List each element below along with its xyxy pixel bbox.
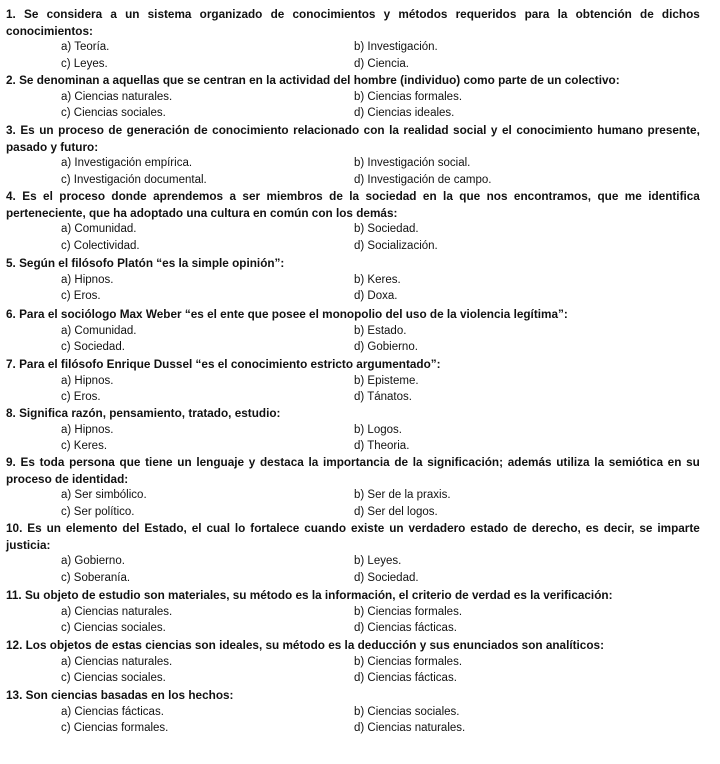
option-a[interactable]: a) Ciencias fácticas. xyxy=(61,705,164,718)
options xyxy=(6,39,714,72)
option-a[interactable]: a) Hipnos. xyxy=(61,374,114,387)
option-c[interactable]: c) Eros. xyxy=(61,391,101,403)
option-a[interactable]: a) Teoría. xyxy=(61,41,110,53)
option-c[interactable]: c) Keres. xyxy=(61,440,108,452)
question-text: 9. Es toda persona que tiene un lenguaje y destaca la importancia de la significación; además utiliza la semiótica en su proceso de identidad: xyxy=(6,455,700,486)
option-a[interactable]: a) Comunidad. xyxy=(61,324,137,337)
option-d[interactable]: d) Doxa. xyxy=(354,290,398,302)
question-3 xyxy=(6,122,714,188)
option-c[interactable]: c) Ciencias formales. xyxy=(61,722,169,734)
question-10 xyxy=(6,520,714,586)
question-11 xyxy=(6,587,714,637)
option-a[interactable]: a) Hipnos. xyxy=(61,423,114,436)
option-b[interactable]: b) Investigación social. xyxy=(354,157,471,169)
option-b[interactable]: b) Ser de la praxis. xyxy=(354,489,451,501)
options xyxy=(6,553,714,586)
option-d[interactable]: d) Ciencias fácticas. xyxy=(354,622,457,634)
question-text: 7. Para el filósofo Enrique Dussel “es el conocimiento estricto argumentado”: xyxy=(6,357,441,371)
option-b[interactable]: b) Logos. xyxy=(354,423,402,436)
question-text: 8. Significa razón, pensamiento, tratado, estudio: xyxy=(6,406,281,420)
question-text: 5. Según el filósofo Platón “es la simple opinión”: xyxy=(6,256,285,270)
option-c[interactable]: c) Leyes. xyxy=(61,57,108,70)
option-b[interactable]: b) Keres. xyxy=(354,273,401,286)
option-d[interactable]: d) Ciencia. xyxy=(354,57,409,70)
question-13 xyxy=(6,687,714,737)
question-text: 11. Su objeto de estudio son materiales, su método es la información, el criterio de verdad es la verificación: xyxy=(6,588,613,602)
option-c[interactable]: c) Eros. xyxy=(61,290,101,302)
options xyxy=(6,221,714,254)
option-c[interactable]: c) Soberanía. xyxy=(61,571,131,584)
question-5 xyxy=(6,255,714,305)
option-c[interactable]: c) Colectividad. xyxy=(61,239,140,252)
option-b[interactable]: b) Leyes. xyxy=(354,555,402,567)
option-a[interactable]: a) Comunidad. xyxy=(61,223,137,235)
option-d[interactable]: d) Gobierno. xyxy=(354,341,418,353)
question-4 xyxy=(6,188,714,254)
question-text: 13. Son ciencias basadas en los hechos: xyxy=(6,688,234,702)
question-8 xyxy=(6,405,714,455)
options xyxy=(6,373,714,406)
option-c[interactable]: c) Investigación documental. xyxy=(61,173,207,186)
option-b[interactable]: b) Sociedad. xyxy=(354,223,419,235)
option-b[interactable]: b) Estado. xyxy=(354,324,407,337)
options xyxy=(6,272,714,305)
question-6 xyxy=(6,306,714,356)
option-a[interactable]: a) Ciencias naturales. xyxy=(61,655,173,668)
option-c[interactable]: c) Ciencias sociales. xyxy=(61,107,166,119)
option-b[interactable]: b) Ciencias formales. xyxy=(354,655,463,668)
option-a[interactable]: a) Ser simbólico. xyxy=(61,489,147,501)
options xyxy=(6,704,714,737)
option-c[interactable]: c) Ciencias sociales. xyxy=(61,622,166,634)
option-d[interactable]: d) Theoria. xyxy=(354,440,410,452)
option-a[interactable]: a) Ciencias naturales. xyxy=(61,90,173,103)
question-text: 1. Se considera a un sistema organizado de conocimientos y métodos requeridos para la obtención de dichos conocimientos: xyxy=(6,7,700,38)
options xyxy=(6,89,714,122)
question-text: 2. Se denominan a aquellas que se centran en la actividad del hombre (individuo) como parte de un colectivo: xyxy=(6,73,620,87)
question-7 xyxy=(6,356,714,406)
question-text: 6. Para el sociólogo Max Weber “es el ente que posee el monopolio del uso de la violencia legítima”: xyxy=(6,307,568,321)
question-1 xyxy=(6,6,714,72)
option-d[interactable]: d) Ciencias ideales. xyxy=(354,107,455,119)
option-a[interactable]: a) Hipnos. xyxy=(61,273,114,286)
option-c[interactable]: c) Ser político. xyxy=(61,505,135,518)
question-text: 12. Los objetos de estas ciencias son ideales, su método es la deducción y sus enunciados son analíticos: xyxy=(6,638,604,652)
question-9 xyxy=(6,454,714,520)
option-d[interactable]: d) Ser del logos. xyxy=(354,505,438,518)
option-d[interactable]: d) Investigación de campo. xyxy=(354,173,492,186)
option-b[interactable]: b) Episteme. xyxy=(354,374,419,387)
options xyxy=(6,487,714,520)
options xyxy=(6,422,714,455)
question-2 xyxy=(6,72,714,122)
option-d[interactable]: d) Ciencias naturales. xyxy=(354,722,466,734)
option-d[interactable]: d) Ciencias fácticas. xyxy=(354,672,457,684)
question-12 xyxy=(6,637,714,687)
option-a[interactable]: a) Gobierno. xyxy=(61,555,125,567)
option-b[interactable]: b) Investigación. xyxy=(354,41,438,53)
option-d[interactable]: d) Tánatos. xyxy=(354,391,412,403)
option-a[interactable]: a) Investigación empírica. xyxy=(61,157,193,169)
option-c[interactable]: c) Sociedad. xyxy=(61,341,125,353)
options xyxy=(6,323,714,356)
option-b[interactable]: b) Ciencias formales. xyxy=(354,90,463,103)
option-d[interactable]: d) Sociedad. xyxy=(354,571,419,584)
options xyxy=(6,155,714,188)
question-text: 3. Es un proceso de generación de conocimiento relacionado con la realidad social y el conocimiento humano presente, pasado y futuro: xyxy=(6,123,700,154)
options xyxy=(6,654,714,687)
option-a[interactable]: a) Ciencias naturales. xyxy=(61,605,173,618)
options xyxy=(6,604,714,637)
option-c[interactable]: c) Ciencias sociales. xyxy=(61,672,166,684)
option-d[interactable]: d) Socialización. xyxy=(354,239,438,252)
option-b[interactable]: b) Ciencias sociales. xyxy=(354,705,460,718)
option-b[interactable]: b) Ciencias formales. xyxy=(354,605,463,618)
question-text: 4. Es el proceso donde aprendemos a ser miembros de la sociedad en la que nos encontramos, que me identifica perteneciente, que ha adoptado una cultura en común con los demás: xyxy=(6,189,700,220)
question-text: 10. Es un elemento del Estado, el cual lo fortalece cuando existe un verdadero estado de derecho, es decir, se imparte justicia: xyxy=(6,521,700,552)
